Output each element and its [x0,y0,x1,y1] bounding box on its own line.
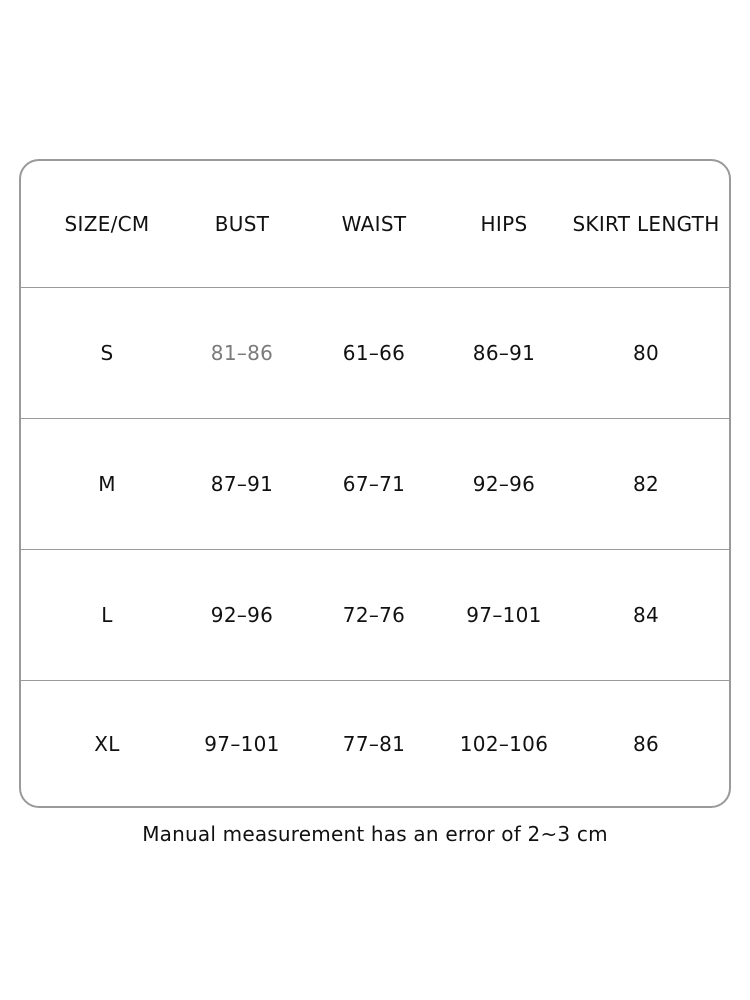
measurement-note: Manual measurement has an error of 2~3 cm [142,822,608,846]
hips-cell: 102–106 [459,731,549,756]
hips-cell: 92–96 [472,472,536,496]
table-row [21,681,729,806]
header-cell-hips: HIPS [480,212,528,236]
header-cell-bust: BUST [214,212,270,236]
header-cell-size: SIZE/CM [64,212,150,236]
bust-cell: 97–101 [204,731,280,756]
size-chart-table [19,159,731,808]
skirt-length-cell: 82 [632,472,660,496]
hips-cell: 97–101 [466,603,542,627]
header-cell-skirt-length: SKIRT LENGTH [572,212,720,236]
waist-cell: 72–76 [342,603,406,627]
skirt-length-cell: 86 [632,731,660,756]
table-header-row [21,161,729,287]
skirt-length-cell: 84 [632,603,660,627]
size-cell: S [100,340,114,365]
table-row [21,287,729,418]
size-cell: L [101,603,113,627]
waist-cell: 67–71 [342,472,406,496]
bust-cell: 92–96 [210,603,274,627]
hips-cell: 86–91 [472,340,536,365]
skirt-length-cell: 80 [632,340,660,365]
size-cell: M [98,472,116,496]
waist-cell: 61–66 [342,340,406,365]
bust-cell: 81–86 [210,340,274,365]
bust-cell: 87–91 [210,472,274,496]
table-row [21,550,729,680]
header-cell-waist: WAIST [341,212,407,236]
table-row [21,419,729,549]
size-cell: XL [94,731,120,756]
waist-cell: 77–81 [342,731,406,756]
